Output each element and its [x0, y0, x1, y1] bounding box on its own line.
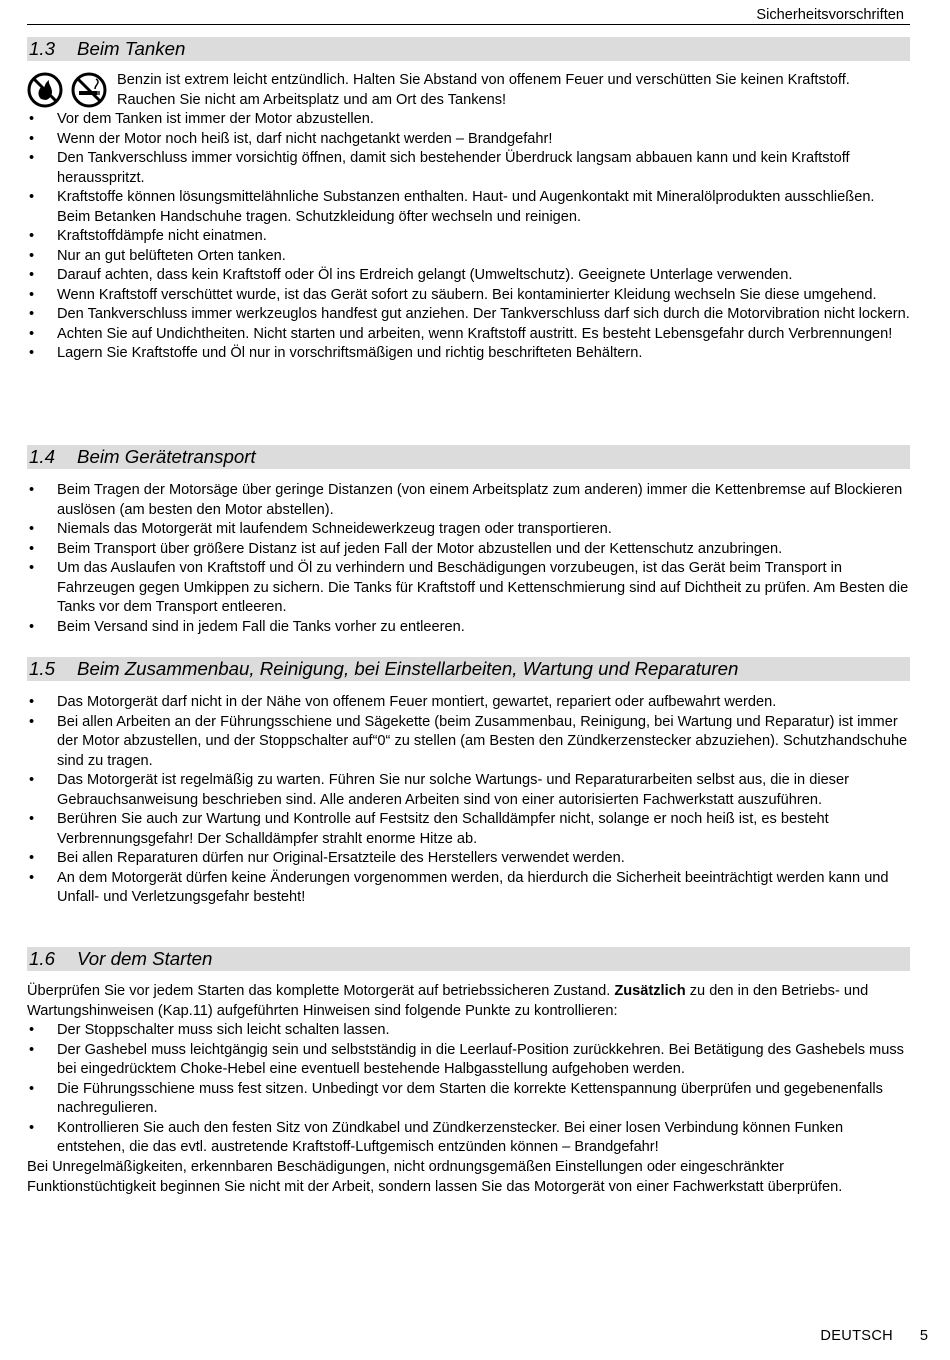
no-smoking-icon	[71, 72, 107, 108]
list-item: • Die Führungsschiene muss fest sitzen. Unbedingt vor dem Starten die korrekte Kettenspannung überprüfen und gegebenenfalls nachregulieren.	[27, 1080, 910, 1119]
intro-paragraph	[27, 982, 910, 1021]
section-title: Beim Tanken	[77, 38, 186, 59]
list-item: • Der Stoppschalter muss sich leicht schalten lassen.	[27, 1021, 910, 1041]
list-1-6	[27, 1021, 910, 1158]
running-header: Sicherheitsvorschriften	[756, 7, 904, 23]
list-item: • Kontrollieren Sie auch den festen Sitz von Zündkabel und Zündkerzenstecker. Bei einer losen Verbindung können Funken entstehen, die das evtl. austretende Kraftstoff-Luftgemisch entzünden können – Brandgefahr!	[27, 1119, 910, 1158]
list-item: • Bei allen Arbeiten an der Führungsschiene und Sägekette (beim Zusammenbau, Reinigung, bei Wartung und Reparatur) ist immer der Motor abzustellen, und der Stoppschalter auf“0“ zu stellen (am Besten den Zündkerzenstecker abzuziehen). Schutzhandschuhe sind zu tragen.	[27, 713, 910, 772]
list-item: • Bei allen Reparaturen dürfen nur Original-Ersatzteile des Herstellers verwendet werden.	[27, 849, 910, 869]
section-title: Beim Gerätetransport	[77, 446, 256, 467]
list-item: • Das Motorgerät ist regelmäßig zu warten. Führen Sie nur solche Wartungs- und Reparaturarbeiten selbst aus, die in dieser Gebrauchsanweisung beschrieben sind. Alle anderen Arbeiten sind von einer autorisierten Fachwerkstatt auszuführen.	[27, 771, 910, 810]
list-item: • Lagern Sie Kraftstoffe und Öl nur in vorschriftsmäßigen und richtig beschrifteten Behältern.	[27, 344, 910, 364]
list-item: • Wenn Kraftstoff verschüttet wurde, ist das Gerät sofort zu säubern. Bei kontaminierter Kleidung wechseln Sie diese umgehend.	[27, 286, 910, 306]
section-number: 1.3	[29, 38, 55, 59]
list-1-4	[27, 481, 910, 637]
list-item: • Wenn der Motor noch heiß ist, darf nicht nachgetankt werden – Brandgefahr!	[27, 130, 910, 150]
list-1-3	[27, 110, 910, 364]
intro-emphasis: Zusätzlich	[614, 983, 686, 999]
list-item: • Niemals das Motorgerät mit laufendem Schneidewerkzeug tragen oder transportieren.	[27, 520, 910, 540]
intro-text: Überprüfen Sie vor jedem Starten das komplette Motorgerät auf betriebssicheren Zustand.	[27, 983, 615, 999]
list-item: • Kraftstoffdämpfe nicht einatmen.	[27, 227, 910, 247]
list-item: • Darauf achten, dass kein Kraftstoff oder Öl ins Erdreich gelangt (Umweltschutz). Geeignete Unterlage verwenden.	[27, 266, 910, 286]
list-item: • Den Tankverschluss immer vorsichtig öffnen, damit sich bestehender Überdruck langsam abbauen kann und kein Kraftstoff herausspritzt.	[27, 149, 910, 188]
list-item: • Kraftstoffe können lösungsmittelähnliche Substanzen enthalten. Haut- und Augenkontakt mit Mineralölprodukten ausschließen. Beim Betanken Handschuhe tragen. Schutzkleidung öfter wechseln und reinigen.	[27, 188, 910, 227]
section-title: Beim Zusammenbau, Reinigung, bei Einstellarbeiten, Wartung und Reparaturen	[77, 658, 739, 679]
footer-language: DEUTSCH	[820, 1328, 893, 1344]
intro-text-continued: zu den in den Betriebs- und Wartungshinweisen (Kap.11) aufgeführten Hinweisen sind folgende Punkte zu kontrollieren:	[27, 983, 869, 1019]
list-item: • Vor dem Tanken ist immer der Motor abzustellen.	[27, 110, 910, 130]
fuel-warning-text: Benzin ist extrem leicht entzündlich. Halten Sie Abstand von offenem Feuer und verschütten Sie keinen Kraftstoff. Rauchen Sie nicht am Arbeitsplatz und am Ort des Tankens!	[117, 72, 850, 108]
list-item: • Den Tankverschluss immer werkzeuglos handfest gut anziehen. Der Tankverschluss darf sich durch die Motorvibration nicht lockern.	[27, 305, 910, 325]
warning-icons	[27, 72, 117, 108]
header-divider	[27, 24, 910, 25]
list-item: • Achten Sie auf Undichtheiten. Nicht starten und arbeiten, wenn Kraftstoff austritt. Es besteht Lebensgefahr durch Verbrennungen!	[27, 325, 910, 345]
list-item: • Beim Transport über größere Distanz ist auf jeden Fall der Motor abzustellen und der Kettenschutz anzubringen.	[27, 540, 910, 560]
list-item: • Beim Tragen der Motorsäge über geringe Distanzen (von einem Arbeitsplatz zum anderen) immer die Kettenbremse auf Blockieren auslösen (am besten den Motor abstellen).	[27, 481, 910, 520]
no-open-fire-icon	[27, 72, 63, 108]
section-heading-1-4	[27, 445, 910, 469]
section-heading-1-6	[27, 947, 910, 971]
section-title: Vor dem Starten	[77, 948, 213, 969]
list-1-5	[27, 693, 910, 908]
section-number: 1.4	[29, 446, 55, 467]
section-heading-1-3	[27, 37, 910, 61]
list-item: • Um das Auslaufen von Kraftstoff und Öl zu verhindern und Beschädigungen vorzubeugen, ist das Gerät beim Transport in Fahrzeugen gegen Umkippen zu sichern. Die Tanks für Kraftstoff und Kettenschmierung sind auf Dichtheit zu prüfen. Am Besten die Tanks vor dem Transport entleeren.	[27, 559, 910, 618]
list-item: • Der Gashebel muss leichtgängig sein und selbstständig in die Leerlauf-Position zurückkehren. Bei Betätigung des Gashebels muss bei eingedrücktem Choke-Hebel eine eventuell bestehende Halbgasstellung aufgehoben werden.	[27, 1041, 910, 1080]
list-item: • Das Motorgerät darf nicht in der Nähe von offenem Feuer montiert, gewartet, repariert oder aufbewahrt werden.	[27, 693, 910, 713]
closing-paragraph: Bei Unregelmäßigkeiten, erkennbaren Beschädigungen, nicht ordnungsgemäßen Einstellungen oder eingeschränkter Funktionstüchtigkeit beginnen Sie nicht mit der Arbeit, sondern lassen Sie das Motorgerät von einer Fachwerkstatt überprüfen.	[27, 1159, 843, 1195]
section-heading-1-5	[27, 657, 910, 681]
list-item: • Beim Versand sind in jedem Fall die Tanks vorher zu entleeren.	[27, 618, 910, 638]
list-item: • Berühren Sie auch zur Wartung und Kontrolle auf Festsitz den Schalldämpfer nicht, solange er noch heiß ist, es besteht Verbrennungsgefahr! Der Schalldämpfer strahlt enorme Hitze ab.	[27, 810, 910, 849]
list-item: • Nur an gut belüfteten Orten tanken.	[27, 247, 910, 267]
page-number: 5	[919, 1328, 928, 1344]
list-item: • An dem Motorgerät dürfen keine Änderungen vorgenommen werden, da hierdurch die Sicherheit beeinträchtigt werden kann und Unfall- und Verletzungsgefahr besteht!	[27, 869, 910, 908]
section-number: 1.5	[29, 658, 55, 679]
section-number: 1.6	[29, 948, 55, 969]
